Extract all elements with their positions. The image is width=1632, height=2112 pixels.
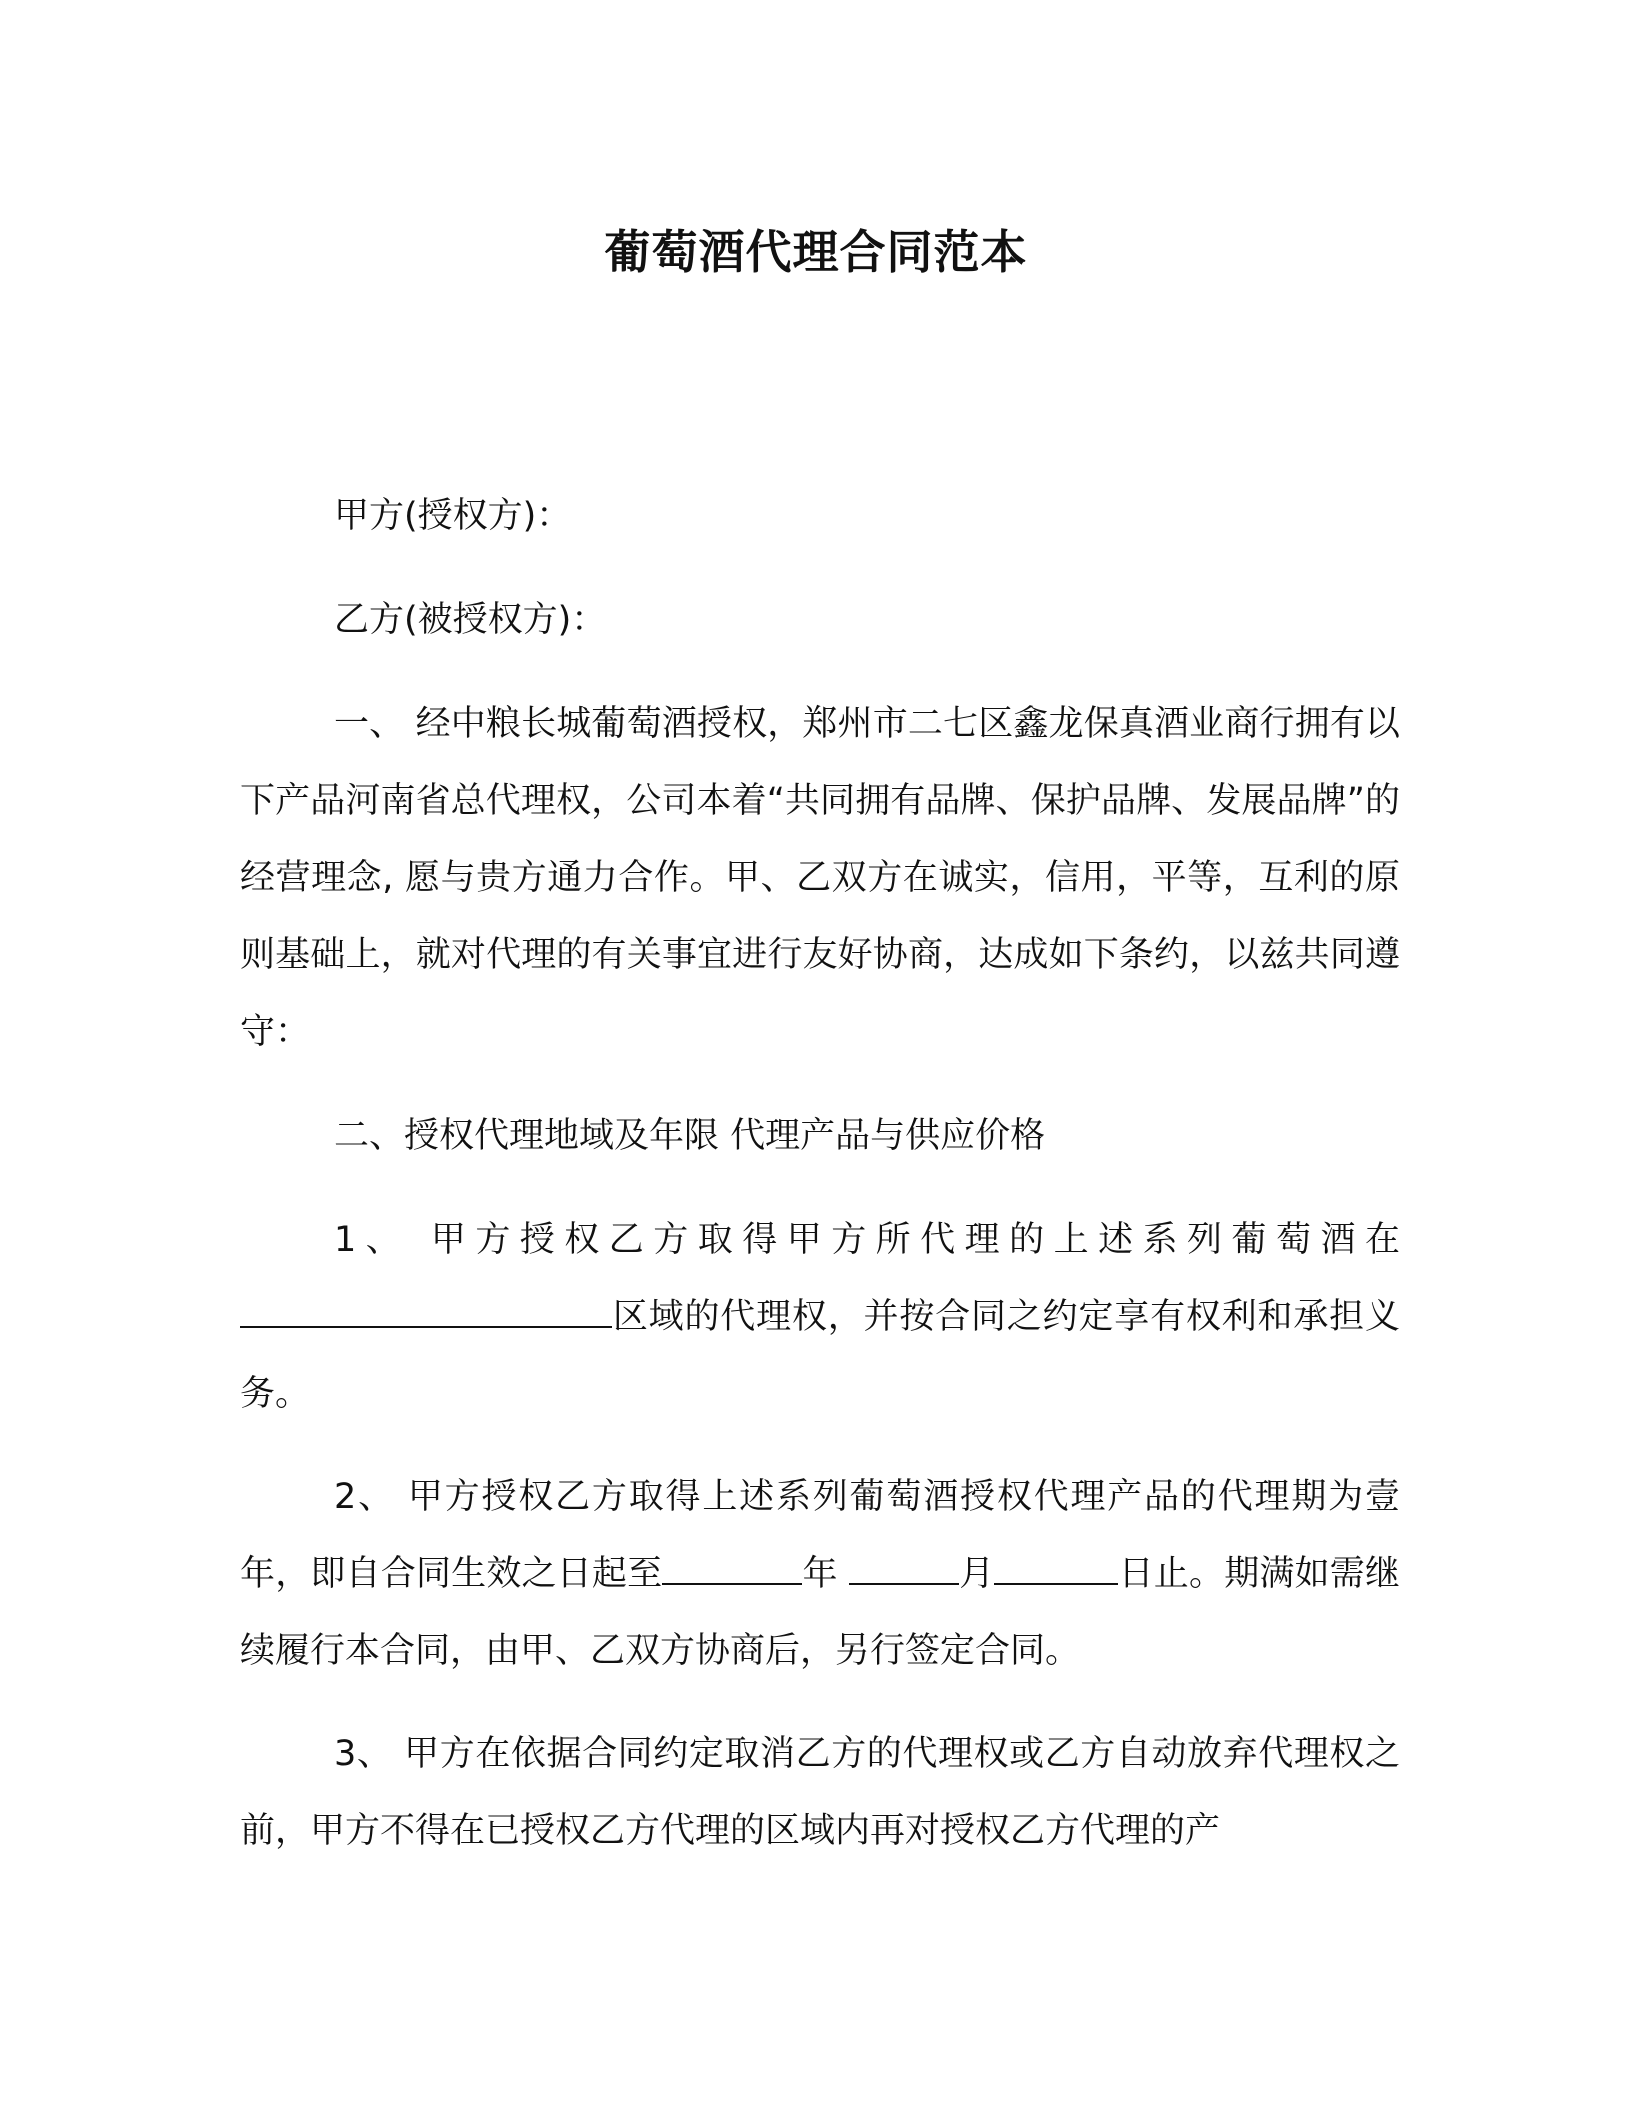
day-blank[interactable] <box>994 1555 1118 1585</box>
party-a-line: 甲方(授权方)： <box>334 496 572 536</box>
clause-3-paragraph: 3、 甲方在依据合同约定取消乙方的代理权或乙方自动放弃代理权之前，甲方不得在已授权乙方代理的区域内再对授权乙方代理的产 <box>240 1734 1400 1851</box>
clause-1-text-end: 区域的代理权，并按合同之约定享有权利和承担义务。 <box>240 1297 1400 1414</box>
clause-2-text-start: 2、 甲方授权乙方取得上述系列葡萄酒授权代理产品的代理期为壹年，即自合同生效之日起至 <box>240 1477 1400 1594</box>
clause-1-text-start: 1、 甲方授权乙方取得甲方所代理的上述系列葡萄酒在 <box>334 1220 1400 1260</box>
clause-1-paragraph <box>240 1202 1400 1433</box>
clause-2-month-label: 月 <box>959 1554 995 1594</box>
month-blank[interactable] <box>849 1555 959 1585</box>
section-1-paragraph: 一、 经中粮长城葡萄酒授权，郑州市二七区鑫龙保真酒业商行拥有以下产品河南省总代理权，公司本着“共同拥有品牌、保护品牌、发展品牌”的经营理念, 愿与贵方通力合作。甲、乙双方在诚实，信用，平等，互利的原则基础上，就对代理的有关事宜进行友好协商，达成如下条约，以兹共同遵守： <box>240 704 1400 1052</box>
document-title: 葡萄酒代理合同范本 <box>604 225 1028 279</box>
party-b-line: 乙方(被授权方)： <box>334 600 607 640</box>
clause-2-year-label: 年 <box>802 1554 838 1594</box>
year-blank[interactable] <box>662 1555 802 1585</box>
clause-2-text-end: 日止。期满如需继续履行本合同，由甲、乙双方协商后，另行签定合同。 <box>240 1554 1400 1671</box>
region-blank[interactable] <box>240 1298 612 1328</box>
section-2-heading: 二、授权代理地域及年限 代理产品与供应价格 <box>334 1116 1046 1156</box>
clause-2-paragraph <box>240 1459 1400 1690</box>
